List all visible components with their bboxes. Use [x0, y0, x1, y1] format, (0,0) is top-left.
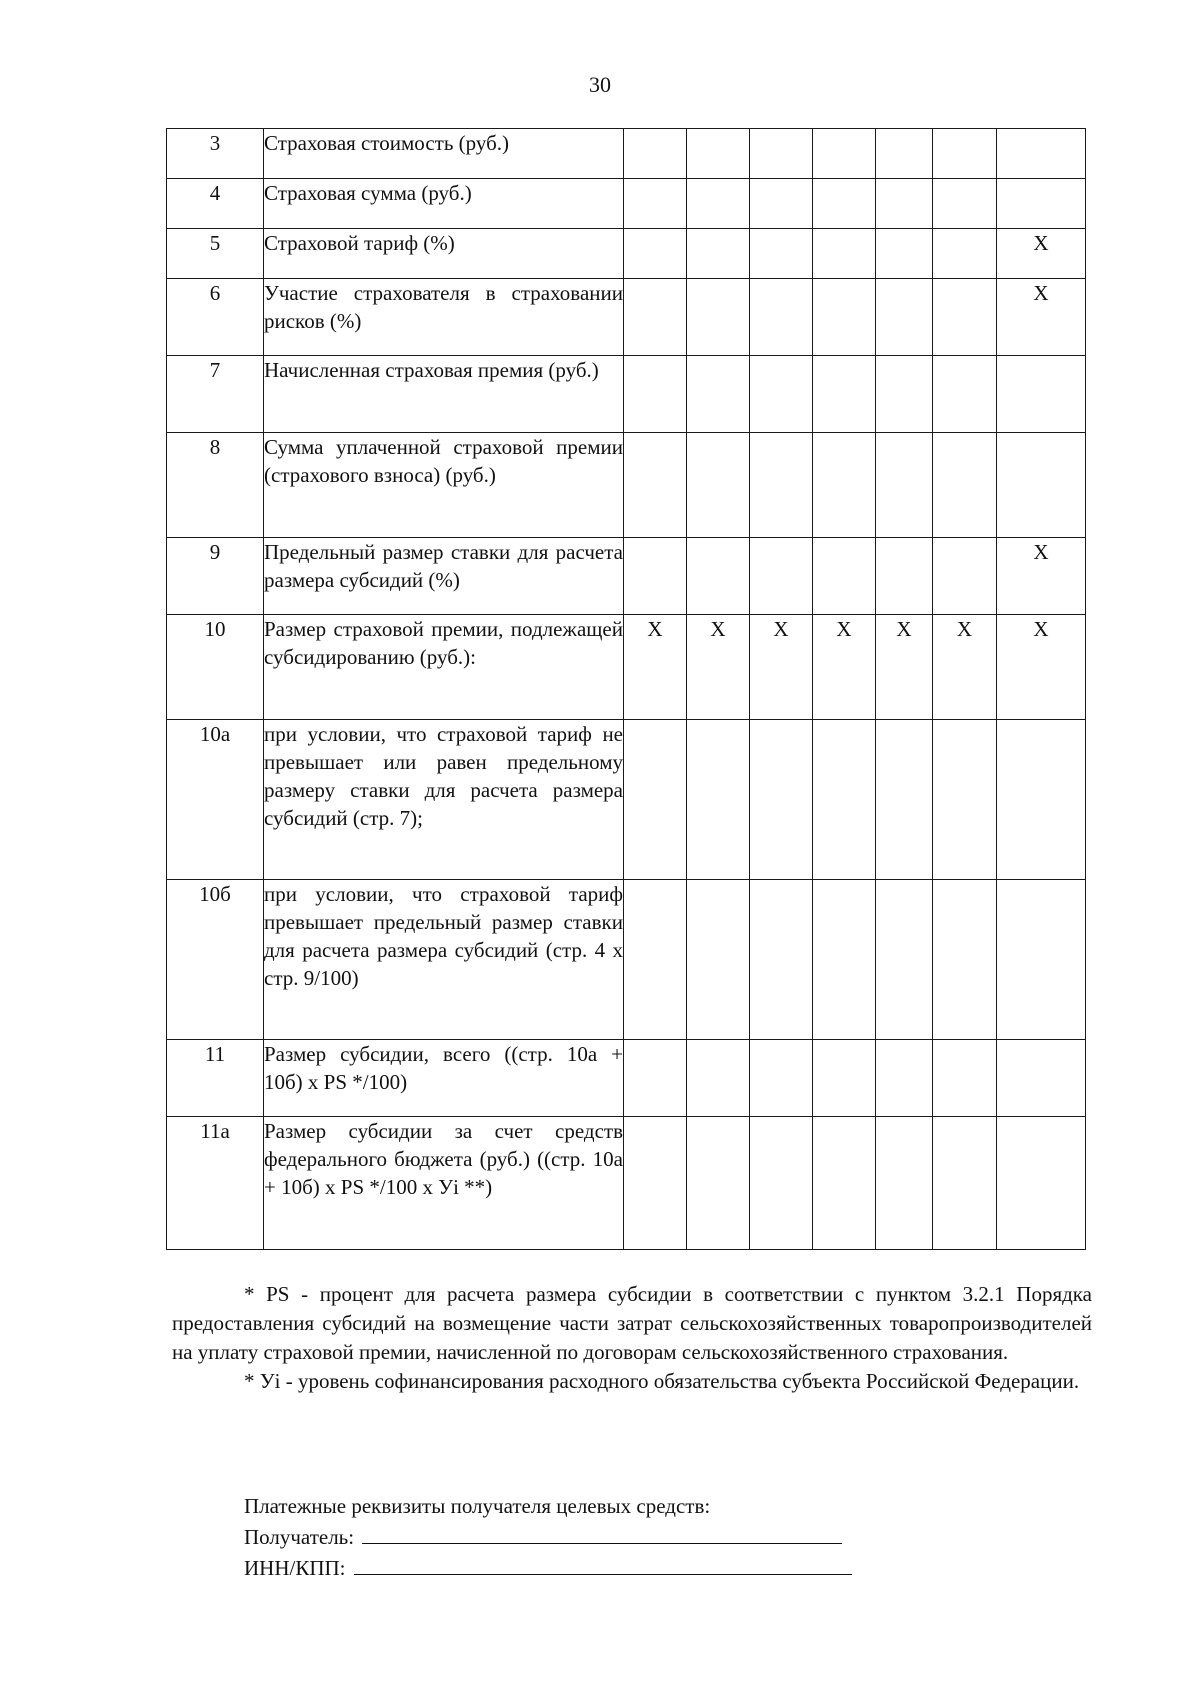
value-cell: [750, 1117, 813, 1250]
table-row: [167, 279, 1086, 356]
value-cell: [624, 179, 687, 229]
value-cell: [813, 229, 876, 279]
value-cell: [933, 129, 997, 179]
row-description: [264, 129, 624, 179]
footnote-ps: * PS - процент для расчета размера субсидии в соответствии с пунктом 3.2.1 Порядка предоставления субсидий на возмещение части затрат сельскохозяйственных товаропроизводителей на уплату страховой премии, начисленной по договорам сельскохозяйственного страхования.: [172, 1282, 1092, 1364]
value-cell: [813, 880, 876, 1040]
value-cell: [624, 880, 687, 1040]
value-cell: [687, 880, 750, 1040]
row-number: 4: [167, 179, 264, 229]
table-row: [167, 720, 1086, 880]
value-cell: [750, 720, 813, 880]
value-cell: X: [997, 279, 1086, 356]
footnote-yi: * Уi - уровень софинансирования расходного обязательства субъекта Российской Федерации.: [244, 1369, 1080, 1393]
value-cell: [624, 720, 687, 880]
value-cell: [750, 129, 813, 179]
row-description-text: Размер субсидии за счет средств федерального бюджета (руб.) ((стр. 10а + 10б) х PS */100 х Уi **): [264, 1119, 623, 1199]
inn-kpp-blank-field: [354, 1552, 852, 1575]
value-cell: [876, 279, 933, 356]
value-cell: [933, 538, 997, 615]
row-number: 10б: [167, 880, 264, 1040]
value-cell: [624, 129, 687, 179]
row-description: [264, 279, 624, 356]
table-row: [167, 1117, 1086, 1250]
row-number: 5: [167, 229, 264, 279]
recipient-line: [244, 1521, 944, 1552]
table-row: [167, 356, 1086, 433]
value-cell: [997, 179, 1086, 229]
value-cell: [624, 1117, 687, 1250]
row-description: [264, 433, 624, 538]
value-cell: [876, 880, 933, 1040]
table-row: [167, 538, 1086, 615]
table-row: [167, 129, 1086, 179]
value-cell: [750, 1040, 813, 1117]
value-cell: [876, 538, 933, 615]
value-cell: [750, 433, 813, 538]
value-cell: [750, 229, 813, 279]
value-cell: [997, 129, 1086, 179]
recipient-label: Получатель:: [244, 1525, 355, 1549]
value-cell: [876, 129, 933, 179]
value-cell: [997, 356, 1086, 433]
row-description: [264, 1117, 624, 1250]
row-number: 11а: [167, 1117, 264, 1250]
value-cell: X: [997, 615, 1086, 720]
row-description: [264, 1040, 624, 1117]
value-cell: [624, 1040, 687, 1117]
value-cell: [750, 538, 813, 615]
value-cell: [687, 356, 750, 433]
value-cell: [997, 433, 1086, 538]
value-cell: [624, 279, 687, 356]
inn-kpp-line: [244, 1552, 944, 1583]
value-cell: [687, 279, 750, 356]
value-cell: [813, 179, 876, 229]
row-description: [264, 538, 624, 615]
row-number: 11: [167, 1040, 264, 1117]
value-cell: [997, 880, 1086, 1040]
value-cell: [687, 179, 750, 229]
value-cell: [933, 356, 997, 433]
value-cell: [933, 720, 997, 880]
row-number: 10: [167, 615, 264, 720]
value-cell: [750, 179, 813, 229]
row-description-text: Начисленная страховая премия (руб.): [264, 358, 599, 382]
row-number: 8: [167, 433, 264, 538]
row-description-text: при условии, что страховой тариф превышает предельный размер ставки для расчета размера субсидий (стр. 4 х стр. 9/100): [264, 882, 623, 990]
footnotes: [172, 1280, 1092, 1396]
value-cell: X: [933, 615, 997, 720]
row-description-text: Страховая сумма (руб.): [264, 181, 472, 205]
row-description: [264, 615, 624, 720]
value-cell: [687, 433, 750, 538]
row-description: [264, 179, 624, 229]
value-cell: [876, 720, 933, 880]
row-description-text: Размер субсидии, всего ((стр. 10а + 10б) х PS */100): [264, 1042, 623, 1094]
value-cell: [813, 720, 876, 880]
value-cell: [933, 179, 997, 229]
value-cell: [687, 720, 750, 880]
row-description-text: Сумма уплаченной страховой премии (страхового взноса) (руб.): [264, 435, 623, 487]
value-cell: [813, 1117, 876, 1250]
page-number: 30: [589, 72, 611, 97]
table-row: [167, 615, 1086, 720]
value-cell: [750, 356, 813, 433]
value-cell: [813, 538, 876, 615]
row-description-text: при условии, что страховой тариф не превышает или равен предельному размеру ставки для расчета размера субсидий (стр. 7);: [264, 722, 623, 830]
row-description-text: Страховой тариф (%): [264, 231, 455, 255]
row-number: 7: [167, 356, 264, 433]
row-description: [264, 356, 624, 433]
recipient-blank-field: [362, 1521, 842, 1544]
value-cell: [933, 1040, 997, 1117]
value-cell: [997, 720, 1086, 880]
payment-heading: Платежные реквизиты получателя целевых средств:: [244, 1494, 711, 1518]
table-row: [167, 229, 1086, 279]
row-description-text: Участие страхователя в страховании рисков (%): [264, 281, 623, 333]
value-cell: [687, 1040, 750, 1117]
row-description: [264, 720, 624, 880]
row-number: 6: [167, 279, 264, 356]
row-description-text: Размер страховой премии, подлежащей субсидированию (руб.):: [264, 617, 623, 669]
row-number: 10а: [167, 720, 264, 880]
value-cell: [997, 1040, 1086, 1117]
value-cell: [997, 1117, 1086, 1250]
value-cell: [876, 433, 933, 538]
value-cell: [687, 538, 750, 615]
row-description: [264, 229, 624, 279]
value-cell: X: [624, 615, 687, 720]
value-cell: [933, 880, 997, 1040]
value-cell: [933, 1117, 997, 1250]
value-cell: [624, 433, 687, 538]
row-number: 3: [167, 129, 264, 179]
payment-details: [244, 1492, 944, 1583]
value-cell: [687, 129, 750, 179]
row-description-text: Предельный размер ставки для расчета размера субсидий (%): [264, 540, 623, 592]
inn-kpp-label: ИНН/КПП:: [244, 1556, 346, 1580]
value-cell: [933, 279, 997, 356]
value-cell: [813, 356, 876, 433]
table-row: [167, 880, 1086, 1040]
row-number: 9: [167, 538, 264, 615]
value-cell: [624, 229, 687, 279]
value-cell: [933, 433, 997, 538]
value-cell: [876, 229, 933, 279]
table-row: [167, 433, 1086, 538]
value-cell: [750, 880, 813, 1040]
table-row: [167, 179, 1086, 229]
value-cell: X: [876, 615, 933, 720]
value-cell: [687, 229, 750, 279]
value-cell: [813, 279, 876, 356]
value-cell: [876, 179, 933, 229]
value-cell: [876, 1117, 933, 1250]
value-cell: [813, 129, 876, 179]
subsidy-calculation-table: [166, 128, 1086, 1250]
value-cell: X: [813, 615, 876, 720]
value-cell: [624, 356, 687, 433]
row-description: [264, 880, 624, 1040]
value-cell: [876, 356, 933, 433]
value-cell: [813, 433, 876, 538]
value-cell: X: [997, 538, 1086, 615]
value-cell: [750, 279, 813, 356]
row-description-text: Страховая стоимость (руб.): [264, 131, 510, 155]
value-cell: [876, 1040, 933, 1117]
value-cell: [813, 1040, 876, 1117]
value-cell: X: [750, 615, 813, 720]
value-cell: X: [997, 229, 1086, 279]
value-cell: [933, 229, 997, 279]
value-cell: [624, 538, 687, 615]
value-cell: [687, 1117, 750, 1250]
table-row: [167, 1040, 1086, 1117]
value-cell: X: [687, 615, 750, 720]
